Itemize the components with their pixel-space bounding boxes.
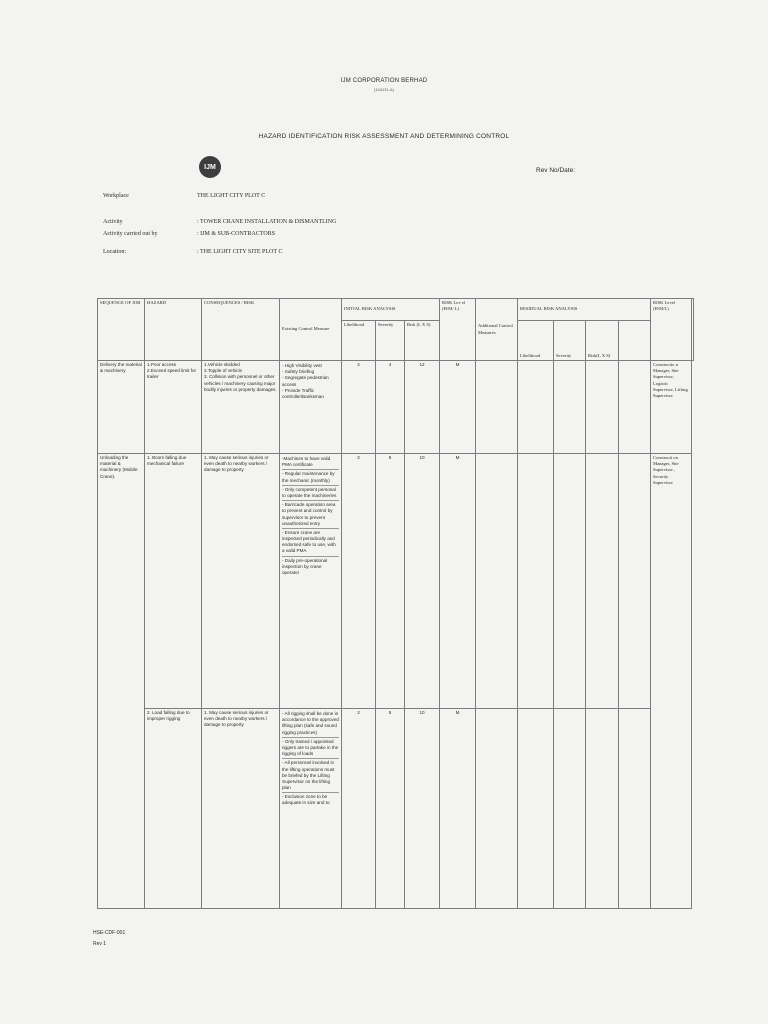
residual-risk-cell [586, 709, 619, 909]
severity-cell: 5 [376, 709, 405, 909]
logo-text: IJM [204, 163, 216, 171]
residual-likelihood-cell [518, 361, 554, 454]
severity-cell: 5 [376, 454, 405, 709]
risk-cell: 10 [405, 454, 440, 709]
header-residual-risk-lxs: Risk(L X S) [586, 321, 619, 361]
residual-severity-cell [554, 361, 586, 454]
sequence-cell: Delivery the material & machinery [98, 361, 145, 454]
residual-level-cell [619, 361, 651, 454]
document-revision: Rev 1 [93, 941, 107, 947]
pic-cell: Constructi on Manager, Site Supervisor , Security Supervisor [651, 454, 692, 909]
residual-level-cell [619, 454, 651, 709]
hazard-cell: 1.Poor access 2.Exceed speed limit for trailer [145, 361, 202, 454]
company-logo [199, 156, 221, 178]
header-residual-likelihood: Likelihood [518, 321, 554, 361]
pic-cell: Constructio n Manager, Site Supervisor, Logistic Supervisor, Lifting Supervisor [651, 361, 692, 454]
consequences-cell: 1. May cause serious injuries or even death to nearby workers / damage to property [202, 709, 280, 909]
hazard-cell: 1. Boom falling due mechanical failure [145, 454, 202, 709]
location-label: Location: [103, 249, 126, 255]
header-residual-risk: RESIDUAL RISK ANALYSIS [518, 299, 651, 321]
existing-control-cell [280, 454, 342, 709]
additional-control-cell [476, 361, 518, 454]
company-registration: (104131-A) [373, 87, 394, 92]
header-sequence: SEQUENCE OF JOB [98, 299, 145, 361]
control-item: - Ensure crane are inspected periodically and endorsed safe to use, with a valid PMA [282, 529, 339, 557]
likelihood-cell: 2 [342, 454, 376, 709]
risk-cell: 12 [405, 361, 440, 454]
control-item: - Barricade operation area to prevent and control by supervisor to prevent unauthorized entry [282, 501, 339, 529]
control-item: - Only competent personal to operate the machineries [282, 486, 339, 501]
header-residual-severity: Severity [554, 321, 586, 361]
header-severity: Severity [376, 321, 405, 361]
control-item: - Only trained / appointed riggers are to partake in the rigging of loads [282, 738, 339, 760]
header-risk-lxs: Risk (L X S) [405, 321, 440, 361]
additional-control-cell [476, 454, 518, 709]
carried-out-by-label: Activity carried out by [103, 231, 158, 237]
header-risk-level-residual: RISK Level (H/M/L) [651, 299, 692, 361]
document-title: HAZARD IDENTIFICATION RISK ASSESSMENT AND DETERMINING CONTROL [258, 133, 510, 140]
document-code: HSE-CDF-001 [93, 930, 126, 936]
risk-level-cell: M [440, 454, 476, 709]
table-row [98, 454, 694, 709]
table-row [98, 361, 694, 454]
control-item: - All personnel involved in the lifting operations must be briefed by the Lifting Supervisor on the lifting plan [282, 759, 339, 793]
likelihood-cell: 2 [342, 709, 376, 909]
header-likelihood: Likelihood [342, 321, 376, 361]
header-existing-control: Existing Control Measure [280, 299, 342, 361]
activity-label: Activity [103, 219, 123, 225]
residual-likelihood-cell [518, 709, 554, 909]
additional-control-cell [476, 709, 518, 909]
residual-severity-cell [554, 709, 586, 909]
control-item: -Machines to have valid PMA certificate [282, 455, 339, 470]
control-item: - Regular maintenance by the mechanic (monthly) [282, 470, 339, 485]
risk-cell: 10 [405, 709, 440, 909]
hira-table [97, 298, 694, 909]
workplace-label: Workplace [103, 193, 129, 199]
header-initial-risk: INITIAL RISK ANALYSIS [342, 299, 440, 321]
residual-level-cell [619, 709, 651, 909]
hazard-cell: 2. Load falling due to improper rigging [145, 709, 202, 909]
sequence-cell: Unloading the material & machinery (Mobile Crane). [98, 454, 145, 909]
workplace-value: THE LIGHT CITY PLOT C [197, 193, 266, 199]
location-value: : THE LIGHT CITY SITE PLOT C [197, 249, 283, 255]
residual-severity-cell [554, 454, 586, 709]
risk-level-cell: M [440, 709, 476, 909]
rev-no-date: Rev No/Date: [536, 167, 576, 174]
existing-control-cell [280, 361, 342, 454]
likelihood-cell: 2 [342, 361, 376, 454]
header-additional-control: Additional Control Measures [476, 299, 518, 361]
header-consequences: CONSEQUENCES / RISK [202, 299, 280, 361]
carried-out-by-value: : IJM & SUB-CONTRACTORS [197, 231, 276, 237]
consequences-cell: 1.Vehicle skidded 2.Topple of vehicle 3. Collision with personnel or other vehicles / machinery causing major bodily injuries or property damages [202, 361, 280, 454]
company-name: IJM CORPORATION BERHAD [340, 78, 428, 84]
existing-control-cell [280, 709, 342, 909]
residual-risk-cell [586, 454, 619, 709]
header-hazard: HAZARD [145, 299, 202, 361]
control-item: - All rigging shall be done in accordance to the approved lifting plan (safe and sound rigging practices) [282, 710, 339, 738]
severity-cell: 4 [376, 361, 405, 454]
header-pic [692, 299, 694, 361]
table-row [98, 709, 694, 909]
control-item: - Daily pre-operational inspection by crane operator [282, 557, 328, 575]
consequences-cell: 1. May cause serious injuries or even death to nearby workers / damage to property [202, 454, 280, 709]
risk-level-cell: M [440, 361, 476, 454]
residual-likelihood-cell [518, 454, 554, 709]
header-risk-level: RISK Lev el (H/M/ L) [440, 299, 476, 361]
control-item: - Exclusion zone to be adequate in size and to [282, 794, 330, 806]
control-item: - High Visibility vest - Safety briefing - Segregate pedestrian access - Provide Traffic controller/Banksman [282, 363, 329, 399]
residual-risk-cell [586, 361, 619, 454]
activity-value: : TOWER CRANE INSTALLATION & DISMANTLING [197, 219, 337, 225]
